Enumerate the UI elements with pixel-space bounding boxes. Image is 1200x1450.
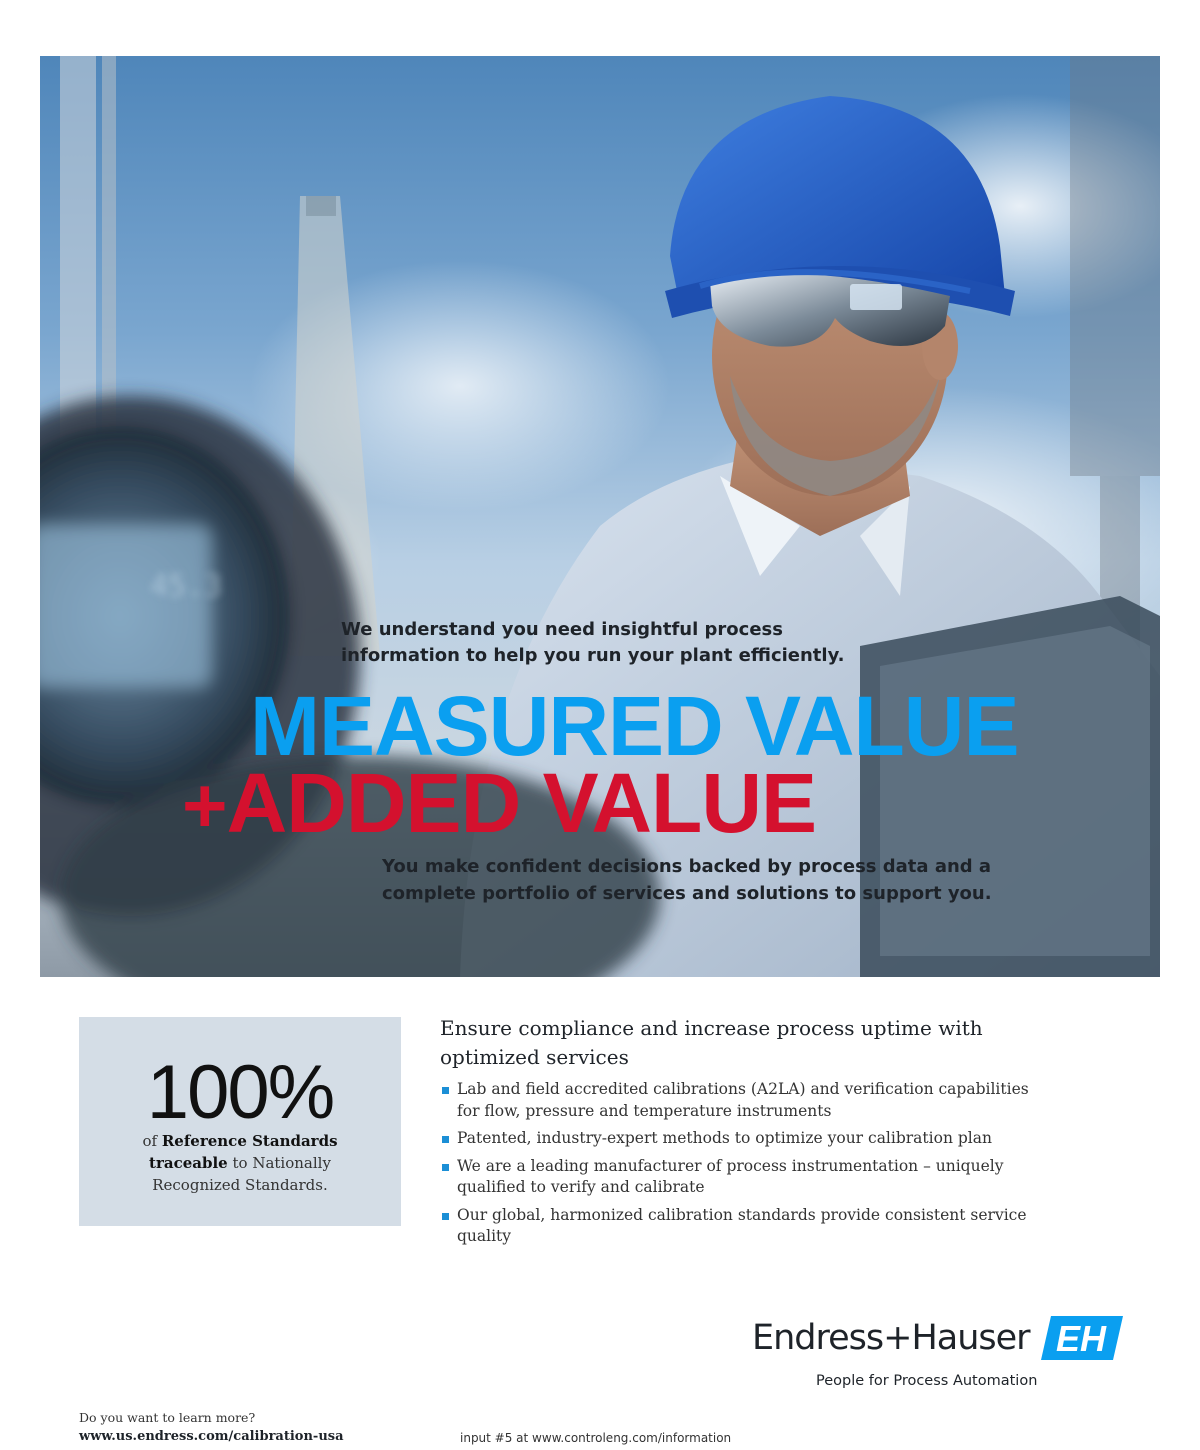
service-item-text: Our global, harmonized calibration standards provide consistent service quality [457,1205,1027,1245]
stat-value: 100% [146,1050,334,1135]
hero-photo [40,56,1160,977]
bullet-square-icon [442,1087,449,1094]
stat-caption-prefix: of [142,1132,162,1150]
services-list [440,1079,1040,1254]
headline-added-value [182,756,817,850]
service-item [440,1205,1040,1248]
headline-added-value-text: ADDED VALUE [226,756,817,850]
device-display-reading: 45.3 [150,569,223,604]
stat-caption-bold: Reference Standards traceable [149,1132,338,1172]
service-item [440,1128,1040,1150]
hero-subtext: You make confident decisions backed by process data and a complete portfolio of services and solutions to support you. [382,856,992,904]
service-item-text: Lab and field accredited calibrations (A2LA) and verification capabilities for flow, pressure and temperature instruments [457,1080,1029,1120]
headline-measured-value: MEASURED VALUE [250,679,1019,773]
logo-letters: EH [1055,1318,1107,1359]
service-item [440,1079,1040,1122]
stat-caption-suffix: to Nationally Recognized Standards. [152,1154,331,1194]
endress-hauser-logo-icon [1041,1316,1123,1360]
footer-input-reference: input #5 at www.controleng.com/information [460,1431,732,1445]
service-item-text: We are a leading manufacturer of process instrumentation – uniquely qualified to verify and calibrate [457,1156,1004,1196]
hero-intro-text: We understand you need insightful process information to help you run your plant efficiently. [341,619,845,666]
service-item [440,1156,1040,1199]
footer-question: Do you want to learn more? [79,1410,256,1425]
brand-name: Endress+Hauser [752,1318,1030,1358]
headline-plus-sign: + [182,761,227,849]
services-title: Ensure compliance and increase process uptime with optimized services [440,1016,983,1069]
bullet-square-icon [442,1213,449,1220]
bullet-square-icon [442,1164,449,1171]
stat-box [79,1017,401,1226]
service-item-text: Patented, industry-expert methods to optimize your calibration plan [457,1129,992,1147]
footer-url-link[interactable]: www.us.endress.com/calibration-usa [79,1429,344,1444]
stat-caption [109,1130,371,1196]
bullet-square-icon [442,1136,449,1143]
brand-tagline: People for Process Automation [816,1373,1038,1389]
